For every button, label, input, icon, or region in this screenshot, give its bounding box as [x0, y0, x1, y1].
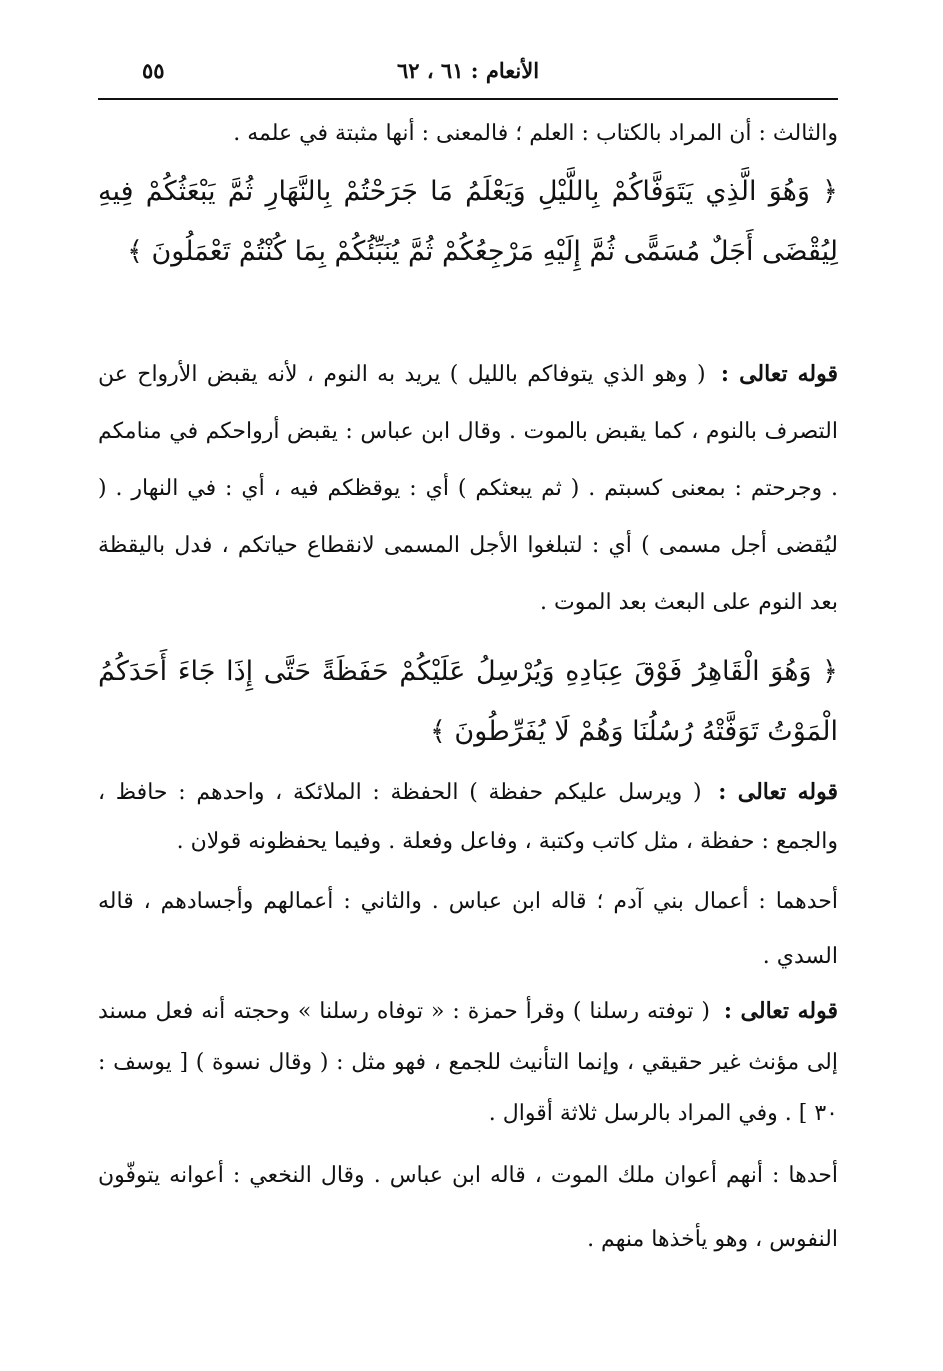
surah-verse-title: الأنعام : ٦١ ، ٦٢ [396, 58, 540, 83]
commentary-paragraph [98, 1144, 838, 1272]
paragraph-text: أحدهما : أعمال بني آدم ؛ قاله ابن عباس . والثاني : أعمالهم وأجسادهم ، قاله السدي . [98, 889, 838, 969]
verse-text: ﴿ وَهُوَ الْقَاهِرُ فَوْقَ عِبَادِهِ وَيُرْسِلُ عَلَيْكُمْ حَفَظَةً حَتَّى إِذَا جَاءَ أَحَدَكُمُ الْمَوْتُ تَوَفَّتْهُ رُسُلُنَا وَهُمْ لَا يُفَرِّطُونَ ﴾ [98, 656, 838, 747]
commentary-paragraph [98, 118, 838, 150]
paragraph-lead: قوله تعالى : [723, 998, 838, 1024]
commentary-paragraph [98, 346, 838, 631]
paragraph-text: ( وهو الذي يتوفاكم بالليل ) يريد به النوم ، لأنه يقبض الأرواح عن التصرف بالنوم ، كما يقبض بالموت . وقال ابن عباس : يقبض أرواحكم في منامكم . وجرحتم : بمعنى كسبتم . ( ثم يبعثكم ) أي : يوقظكم فيه ، أي : في النهار . ( ليُقضى أجل مسمى ) أي : لتبلغوا الأجل المسمى لانقطاع حياتكم ، فدل باليقظة بعد النوم على البعث بعد الموت . [98, 362, 838, 615]
commentary-paragraph [98, 874, 838, 984]
commentary-paragraph [98, 768, 838, 866]
commentary-paragraph [98, 986, 838, 1139]
running-header [98, 58, 838, 92]
paragraph-text: أحدها : أنهم أعوان ملك الموت ، قاله ابن عباس . وقال النخعي : أعوانه يتوفّون النفوس ، وهو يأخذها منهم . [98, 1163, 838, 1252]
paragraph-text: ( ويرسل عليكم حفظة ) الحفظة : الملائكة ، واحدهم : حافظ ، والجمع : حفظة ، مثل كاتب وكتبة ، وفاعل وفعلة . وفيما يحفظونه قولان . [98, 780, 838, 854]
paragraph-text: والثالث : أن المراد بالكتاب : العلم ؛ فالمعنى : أنها مثبتة في علمه . [233, 121, 838, 146]
header-rule [98, 98, 838, 100]
verse-text: ﴿ وَهُوَ الَّذِي يَتَوَفَّاكُمْ بِاللَّيْلِ وَيَعْلَمُ مَا جَرَحْتُمْ بِالنَّهَارِ ثُمَّ يَبْعَثُكُمْ فِيهِ لِيُقْضَى أَجَلٌ مُسَمًّى ثُمَّ إِلَيْهِ مَرْجِعُكُمْ ثُمَّ يُنَبِّئُكُمْ بِمَا كُنْتُمْ تَعْمَلُونَ ﴾ [98, 176, 838, 267]
paragraph-text: ( توفته رسلنا ) وقرأ حمزة : « توفاه رسلنا » وحجته أنه فعل مسند إلى مؤنث غير حقيقي ، وإنما التأنيث للجمع ، فهو مثل : ( وقال نسوة ) [ يوسف : ٣٠ ] . وفي المراد بالرسل ثلاثة أقوال . [98, 999, 838, 1126]
quran-verse [98, 162, 838, 282]
quran-verse [98, 642, 838, 762]
paragraph-lead: قوله تعالى : [720, 361, 838, 387]
paragraph-lead: قوله تعالى : [718, 779, 838, 805]
page-number: ٥٥ [142, 58, 165, 83]
